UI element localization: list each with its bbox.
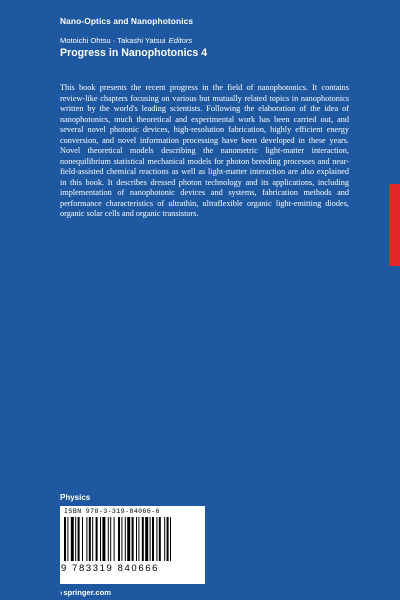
- book-title: Progress in Nanophotonics 4: [60, 47, 208, 59]
- book-description: This book presents the recent progress in the field of nanophotonics. It contains review-like chapters focusing on various but mutually related topics in nanophotonics written by the world's leading scientists. Following the elaboration of the idea of nanophotonics, much theoretical and experimental work has been carried out, and several novel photonic devices, high-resolution fabrication, highly efficient energy conversion, and novel information processing have been developed in these years. Novel theoretical models describing the nanometric light-matter interaction, nonequilibrium statistical mechanical models for photon breeding processes and near-field-assisted chemical reactions as well as light-matter interaction are also explained in this book. It describes dressed photon technology and its applications, including implementation of nanophotonic devices and systems, fabrication methods and performance characteristics of ultrathin, ultraflexible organic light-emitting diodes, organic solar cells and organic transistors.: [60, 83, 349, 218]
- editors-line: [60, 36, 192, 45]
- publisher-url: [60, 588, 111, 597]
- arrow-icon: ›: [60, 590, 63, 597]
- series-name: Nano-Optics and Nanophotonics: [60, 16, 194, 26]
- red-edge-tab: [389, 184, 400, 266]
- subject-category: Physics: [60, 493, 91, 502]
- barcode-digits: 9 783319 840666: [61, 563, 159, 574]
- isbn-label: ISBN 978-3-319-84066-6: [64, 508, 160, 515]
- editor-names: Motoichi Ohtsu · Takashi Yatsui: [60, 36, 166, 45]
- editors-role: Editors: [168, 36, 193, 45]
- barcode-bars-icon: [62, 517, 203, 563]
- publisher-text: springer.com: [63, 588, 112, 597]
